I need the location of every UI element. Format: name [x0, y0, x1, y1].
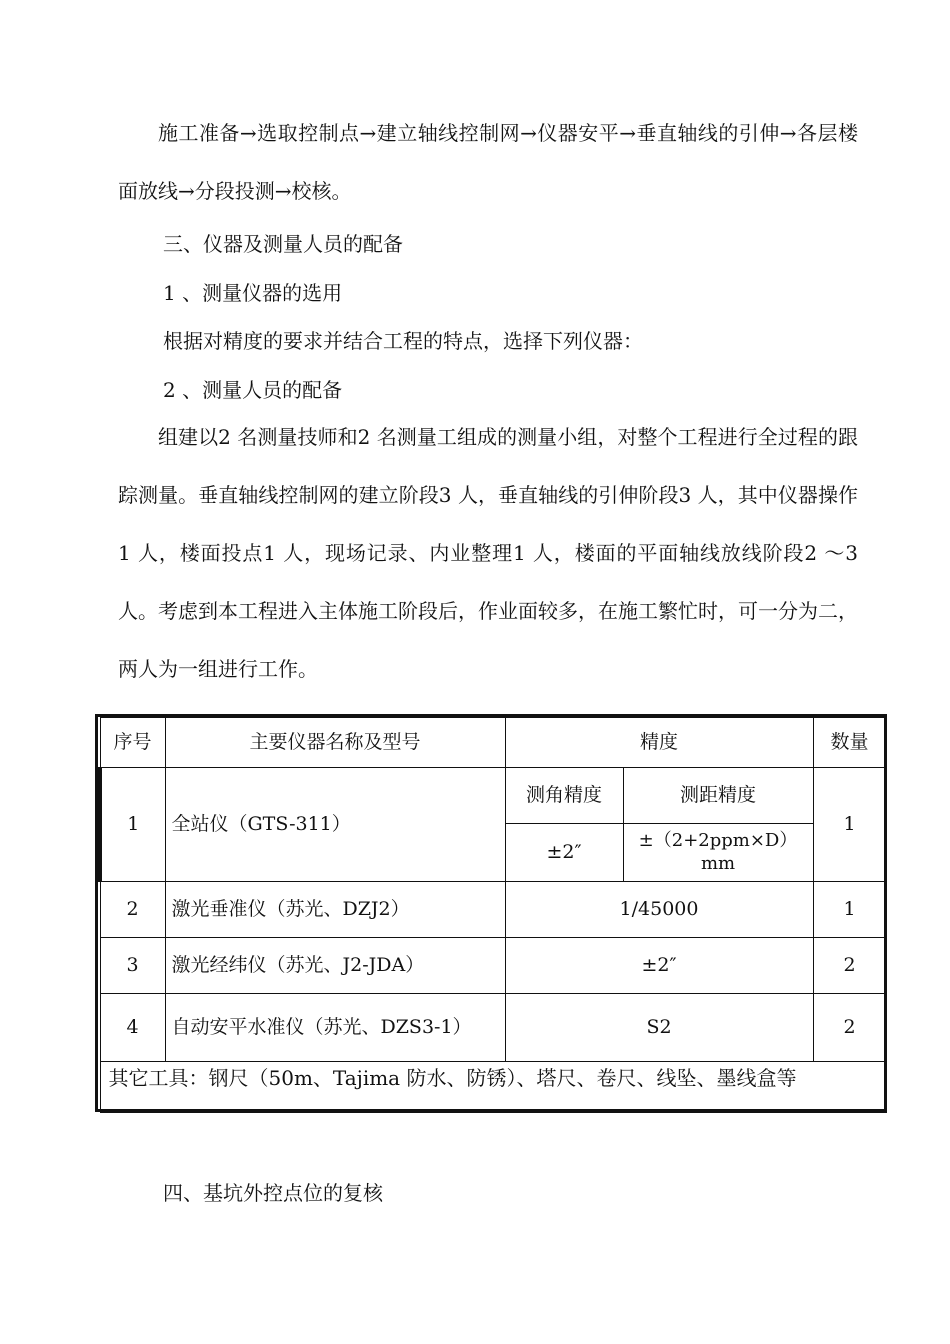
- row4-precision: S2: [505, 994, 813, 1062]
- row2-name: 激光垂准仪（苏光、DZJ2）: [165, 882, 505, 938]
- table-note-row: [100, 1062, 886, 1113]
- table-row: [100, 882, 886, 938]
- row1-angle: ±2″: [505, 824, 623, 882]
- row3-name: 激光经纬仪（苏光、J2-JDA）: [165, 938, 505, 994]
- subheader-angle: 测角精度: [505, 768, 623, 824]
- table-row: [100, 768, 886, 824]
- table-note: 其它工具：钢尺（50m、Tajima 防水、防锈）、塔尺、卷尺、线坠、墨线盒等: [100, 1062, 886, 1113]
- subheader-distance: 测距精度: [623, 768, 813, 824]
- header-name: 主要仪器名称及型号: [165, 718, 505, 768]
- row3-qty: 2: [813, 938, 886, 994]
- row1-distance: ±（2+2ppm×D）mm: [623, 824, 813, 882]
- header-precision: 精度: [505, 718, 813, 768]
- row4-name: 自动安平水准仪（苏光、DZS3-1）: [165, 994, 505, 1062]
- header-no: 序号: [100, 718, 165, 768]
- instrument-selection-text: 根据对精度的要求并结合工程的特点，选择下列仪器：: [163, 329, 643, 353]
- row1-qty: 1: [813, 768, 886, 882]
- table-row: [100, 938, 886, 994]
- row1-name: 全站仪（GTS-311）: [165, 768, 505, 882]
- row4-no: 4: [100, 994, 165, 1062]
- row2-no: 2: [100, 882, 165, 938]
- table-header-row: [100, 718, 886, 768]
- subheading-instrument-selection: 1 、测量仪器的选用: [163, 281, 343, 305]
- row3-no: 3: [100, 938, 165, 994]
- row2-precision: 1/45000: [505, 882, 813, 938]
- row3-precision: ±2″: [505, 938, 813, 994]
- process-flow-paragraph: 施工准备→选取控制点→建立轴线控制网→仪器安平→垂直轴线的引伸→各层楼面放线→分段投测→校核。: [118, 121, 858, 203]
- row2-qty: 1: [813, 882, 886, 938]
- header-qty: 数量: [813, 718, 886, 768]
- instrument-table: [95, 714, 887, 1112]
- row4-qty: 2: [813, 994, 886, 1062]
- subheading-staff: 2 、测量人员的配备: [163, 378, 343, 402]
- row1-no: 1: [100, 768, 165, 882]
- section-heading-instruments: 三、仪器及测量人员的配备: [163, 232, 403, 256]
- section-heading-control-points: 四、基坑外控点位的复核: [163, 1181, 383, 1205]
- table-row: [100, 994, 886, 1062]
- staff-paragraph: 组建以2 名测量技师和2 名测量工组成的测量小组，对整个工程进行全过程的跟踪测量。垂直轴线控制网的建立阶段3 人，垂直轴线的引伸阶段3 人，其中仪器操作1 人，楼面投点1 人，现场记录、内业整理1 人，楼面的平面轴线放线阶段2 ～3 人。考虑到本工程进入主体施工阶段后，作业面较多，在施工繁忙时，可一分为二，两人为一组进行工作。: [118, 425, 858, 681]
